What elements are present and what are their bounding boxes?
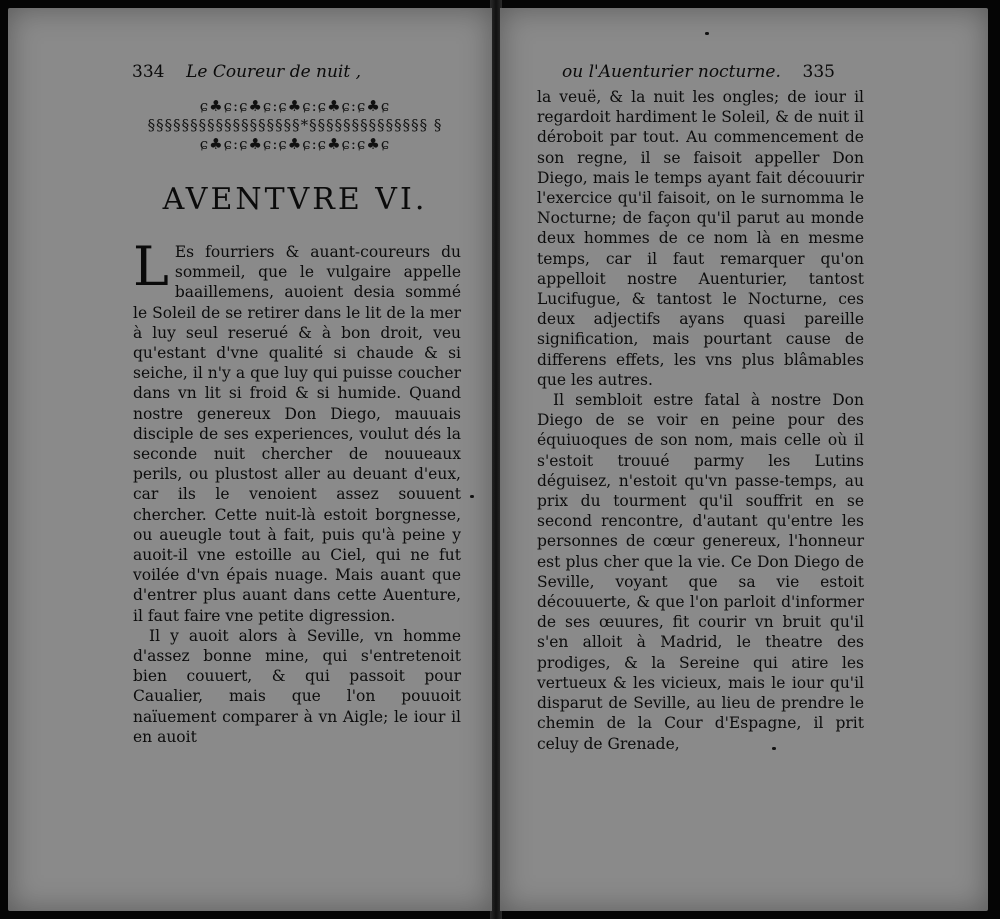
paragraph: Il y auoit alors à Seville, vn homme d'assez bonne mine, qui s'entretenoit bien couuert, & qui passoit pour Caualier, mais que l'on pouuoit naïuement comparer à vn Aigle; le iour il en auoit (133, 626, 461, 746)
right-running-header (562, 62, 835, 82)
print-speck (470, 495, 474, 498)
left-page-text (133, 235, 461, 747)
left-running-header (132, 62, 361, 82)
print-speck (705, 32, 709, 35)
right-page-text (537, 87, 864, 754)
print-speck (772, 747, 776, 750)
drop-cap: L (133, 235, 169, 298)
chapter-title: AVENTVRE VI. (162, 182, 428, 217)
right-running-head: ou l'Auenturier nocturne. (562, 62, 781, 82)
left-page-number: 334 (132, 62, 165, 82)
paragraph: la veuë, & la nuit les ongles; de iour il regardoit hardiment le Soleil, & de nuit il déroboit par tout. Au commencement de son regne, il se faisoit appeller Don Diego, mais le temps ayant fait découurir l'exercice qu'il faisoit, on le surnomma le Nocturne; de façon qu'il parut au monde deux hommes de ce nom là en mesme temps, car il faut remarquer qu'on appelloit nostre Auenturier, tantost Lucifugue, & tantost le Nocturne, ces deux adjectifs ayans quasi pareille signification, mais pourtant cause de differens effets, les vns plus blâmables que les autres. (537, 88, 864, 389)
ornament-row-middle: §§§§§§§§§§§§§§§§§§*§§§§§§§§§§§§§§ § (147, 116, 443, 134)
paragraph-text: Es fourriers & auant-coureurs du sommeil, que le vulgaire appelle baaillemens, auoient desia sommé le Soleil de se retirer dans le lit de la mer à luy seul reserué & à bon droit, veu qu'estant d'vne qualité si chaude & si seiche, il n'y a que luy qui puisse coucher dans vn lit si froid & si humide. Quand nostre genereux Don Diego, mauuais disciple de ses experiences, voulut dés la seconde nuit chercher de nouueaux perils, ou plustost aller au deuant d'eux, car ils le venoient assez souuent chercher. Cette nuit-là estoit borgnesse, ou aueugle tout à fait, puis qu'à peine y auoit-il vne estoille au Ciel, qui ne fut voilée d'vn épais nuage. Mais auant que d'entrer plus auant dans cette Auenture, il faut faire vne petite digression. (133, 243, 461, 625)
right-page-number: 335 (802, 62, 835, 82)
paragraph (133, 235, 461, 626)
ornament-row-bottom: ɕ♣ɕ:ɕ♣ɕ:ɕ♣ɕ:ɕ♣ɕ:ɕ♣ɕ (199, 135, 391, 153)
ornament-row-top: ɕ♣ɕ:ɕ♣ɕ:ɕ♣ɕ:ɕ♣ɕ:ɕ♣ɕ (199, 97, 391, 115)
chapter-ornament (130, 97, 460, 159)
paragraph: Il sembloit estre fatal à nostre Don Diego de se voir en peine pour des équiuoques de son nom, mais celle où il s'estoit trouué parmy les Lutins déguisez, n'estoit qu'vn passe-temps, au prix du tourment qu'il souffrit en se second rencontre, d'autant qu'entre les personnes de cœur genereux, l'honneur est plus cher que la vie. Ce Don Diego de Seville, voyant que sa vie estoit découuerte, & que l'on parloit d'informer de ses œuures, fit courir vn bruit qu'il s'en alloit à Madrid, le theatre des prodiges, & la Sereine qui atire les vertueux & les vicieux, mais le iour qu'il disparut de Seville, au lieu de prendre le chemin de la Cour d'Espagne, il prit celuy de Grenade, (537, 391, 864, 753)
left-running-head: Le Coureur de nuit , (186, 62, 362, 82)
